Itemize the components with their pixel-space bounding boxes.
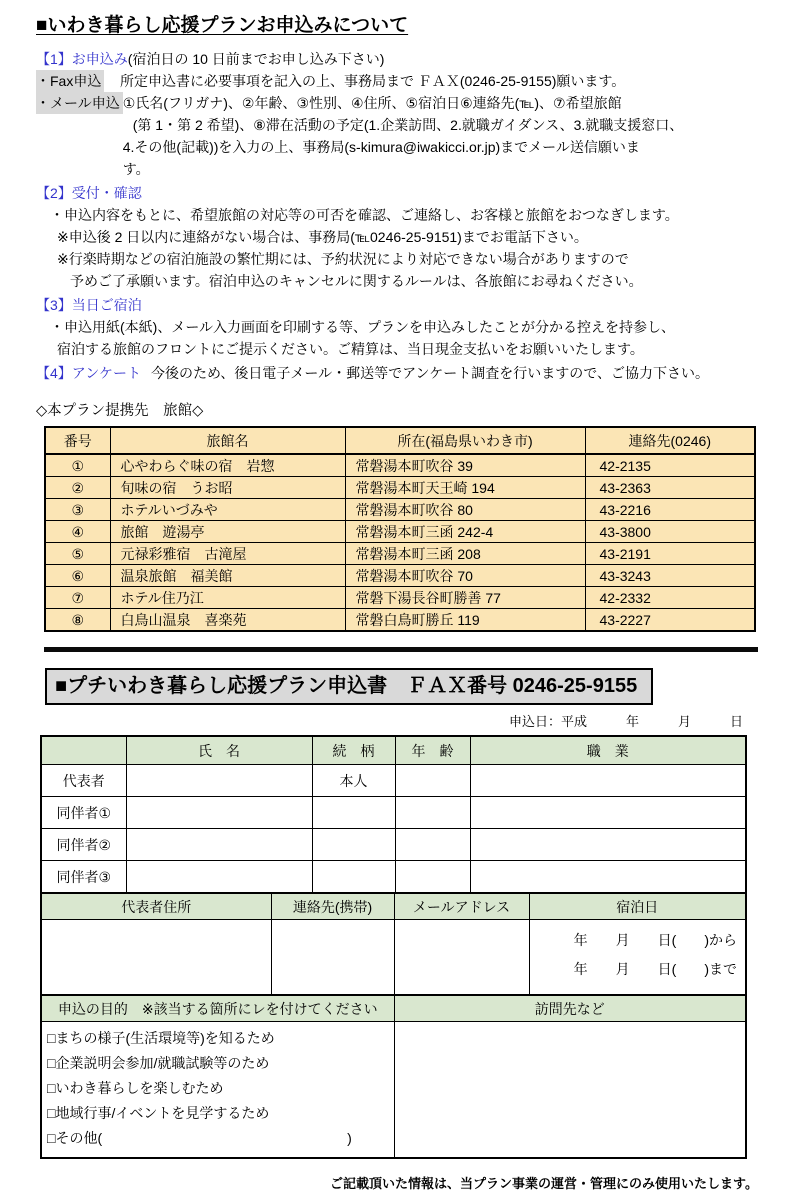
ryokan-table — [44, 426, 756, 632]
row-phone: 43-2227 — [585, 609, 755, 632]
col-phone: 連絡先(0246) — [585, 427, 755, 454]
mail-line: す。 — [122, 161, 150, 177]
age-field — [395, 829, 470, 861]
row-no: ③ — [45, 499, 110, 521]
section-3-line: ・申込用紙(本紙)、メール入力画面を印刷する等、プランを申込みしたことが分かる控えを持参し、 — [50, 319, 676, 335]
form-title: ■プチいわき暮らし応援プラン申込書 ＦＡＸ番号 0246-25-9155 — [45, 668, 653, 705]
section-2-line: ※行楽時期などの宿泊施設の繁忙期には、予約状況により対応できない場合がありますので — [57, 251, 629, 267]
table-row — [45, 543, 755, 565]
row-phone: 42-2332 — [585, 587, 755, 609]
row-no: ⑧ — [45, 609, 110, 632]
contact-header-row — [41, 893, 746, 920]
people-table — [40, 735, 747, 894]
row-name: 心やわらぐ味の宿 岩惣 — [110, 454, 345, 477]
row-phone: 42-2135 — [585, 454, 755, 477]
section-1-label: 【1】お申込み — [36, 51, 128, 67]
people-header-row — [41, 736, 746, 765]
section-2-line: ※申込後 2 日以内に連絡がない場合は、事務局(℡0246-25-9151)までお電話下さい。 — [57, 229, 588, 245]
fax-apply-row — [36, 70, 796, 92]
ryokan-table-title: ◇本プラン提携先 旅館◇ — [36, 403, 204, 419]
purpose-table — [40, 994, 747, 1159]
section-application — [36, 48, 796, 70]
table-row — [45, 499, 755, 521]
col-address: 所在(福島県いわき市) — [345, 427, 585, 454]
application-form — [40, 735, 796, 1159]
row-address: 常磐湯本町吹谷 80 — [345, 499, 585, 521]
purpose-checklist — [41, 1022, 394, 1159]
fax-apply-text: 所定申込書に必要事項を記入の上、事務局まで ＦＡＸ(0246-25-9155)願います。 — [120, 73, 626, 89]
other-label: □その他( — [47, 1130, 103, 1146]
table-row — [45, 477, 755, 499]
col-number: 番号 — [45, 427, 110, 454]
section-4-label: 【4】アンケート — [36, 365, 141, 381]
mobile-field — [271, 920, 394, 996]
section-1-note: (宿泊日の 10 日前までお申し込み下さい) — [127, 51, 385, 67]
row-name: 旅館 遊湯亭 — [110, 521, 345, 543]
purpose-option: □地域行事/イベントを見学するため — [47, 1105, 270, 1121]
relation-field — [312, 797, 395, 829]
row-name: 旬味の宿 うお昭 — [110, 477, 345, 499]
table-row — [45, 565, 755, 587]
col-age: 年 齢 — [395, 736, 470, 765]
page-title: ■いわき暮らし応援プランお申込みについて — [36, 15, 409, 36]
col-fullname: 氏 名 — [126, 736, 312, 765]
table-row — [45, 521, 755, 543]
row-phone: 43-2191 — [585, 543, 755, 565]
fax-apply-label-wrap — [36, 70, 120, 92]
mail-apply-label-wrap — [36, 92, 123, 114]
email-field — [394, 920, 529, 996]
row-address: 常磐湯本町三函 208 — [345, 543, 585, 565]
contact-table — [40, 892, 747, 996]
row-address: 常磐湯本町三函 242-4 — [345, 521, 585, 543]
col-mobile: 連絡先(携帯) — [271, 893, 394, 920]
section-2-line: ・申込内容をもとに、希望旅館の対応等の可否を確認、ご連絡し、お客様と旅館をおつなぎします。 — [50, 207, 679, 223]
mail-apply-label: ・メール申込 — [36, 92, 123, 114]
row-label: 同伴者① — [41, 797, 126, 829]
row-name: 元禄彩雅宿 古滝屋 — [110, 543, 345, 565]
table-row — [41, 829, 746, 861]
relation-field — [312, 861, 395, 894]
stay-date-field — [529, 920, 746, 996]
row-label: 代表者 — [41, 765, 126, 797]
section-divider — [44, 647, 758, 652]
occupation-field — [470, 829, 746, 861]
section-2-line: 予めご了承願います。宿泊申込のキャンセルに関するルールは、各旅館にお尋ねください。 — [70, 273, 643, 289]
col-name: 旅館名 — [110, 427, 345, 454]
row-no: ② — [45, 477, 110, 499]
col-purpose: 申込の目的 ※該当する箇所にレを付けてください — [41, 995, 394, 1022]
table-row — [41, 765, 746, 797]
row-phone: 43-3800 — [585, 521, 755, 543]
mail-line: (第 1・第 2 希望)、⑧滞在活動の予定(1.企業訪問、2.就職ガイダンス、3.就職支援窓口、 — [132, 117, 684, 133]
mail-apply-row — [36, 92, 796, 180]
row-phone: 43-3243 — [585, 565, 755, 587]
row-no: ⑤ — [45, 543, 110, 565]
row-name: 白鳥山温泉 喜楽苑 — [110, 609, 345, 632]
table-row — [41, 861, 746, 894]
row-label: 同伴者② — [41, 829, 126, 861]
fax-apply-label: ・Fax申込 — [36, 70, 104, 92]
occupation-field — [470, 765, 746, 797]
mail-line: 4.その他(記載))を入力の上、事務局(s-kimura@iwakicci.or.jp)までメール送信願いま — [122, 139, 640, 155]
col-relation: 続 柄 — [312, 736, 395, 765]
table-row — [41, 920, 746, 996]
table-row — [45, 609, 755, 632]
col-visit: 訪問先など — [394, 995, 746, 1022]
row-address: 常磐湯本町吹谷 70 — [345, 565, 585, 587]
table-row — [41, 1022, 746, 1159]
visit-field — [394, 1022, 746, 1159]
section-2-label: 【2】受付・確認 — [36, 185, 142, 201]
row-name: ホテルいづみや — [110, 499, 345, 521]
purpose-option: □企業説明会参加/就職試験等のため — [47, 1055, 270, 1071]
mail-line: ①氏名(フリガナ)、②年齢、③性別、④住所、⑤宿泊日⑥連絡先(℡)、⑦希望旅館 — [122, 95, 622, 111]
name-field — [126, 765, 312, 797]
occupation-field — [470, 797, 746, 829]
age-field — [395, 861, 470, 894]
col-rep-address: 代表者住所 — [41, 893, 271, 920]
ryokan-header-row — [45, 427, 755, 454]
purpose-header-row — [41, 995, 746, 1022]
age-field — [395, 797, 470, 829]
purpose-option: □まちの様子(生活環境等)を知るため — [47, 1030, 275, 1046]
name-field — [126, 797, 312, 829]
col-stay-date: 宿泊日 — [529, 893, 746, 920]
relation-field: 本人 — [312, 765, 395, 797]
age-field — [395, 765, 470, 797]
purpose-option: □いわき暮らしを楽しむため — [47, 1080, 224, 1096]
row-address: 常磐白鳥町勝丘 119 — [345, 609, 585, 632]
row-name: 温泉旅館 福美館 — [110, 565, 345, 587]
stay-to-line: 年 月 日( )まで — [573, 961, 737, 977]
section-3-line: 宿泊する旅館のフロントにご提示ください。ご精算は、当日現金支払いをお願いいたします。 — [57, 341, 644, 357]
row-label: 同伴者③ — [41, 861, 126, 894]
row-phone: 43-2216 — [585, 499, 755, 521]
col-email: メールアドレス — [394, 893, 529, 920]
occupation-field — [470, 861, 746, 894]
col-blank — [41, 736, 126, 765]
row-no: ④ — [45, 521, 110, 543]
rep-address-field — [41, 920, 271, 996]
name-field — [126, 829, 312, 861]
row-phone: 43-2363 — [585, 477, 755, 499]
section-survey — [36, 362, 796, 384]
mail-apply-text — [123, 92, 684, 180]
col-occupation: 職 業 — [470, 736, 746, 765]
section-3-label: 【3】当日ご宿泊 — [36, 297, 142, 313]
relation-field — [312, 829, 395, 861]
table-row — [45, 454, 755, 477]
row-no: ⑦ — [45, 587, 110, 609]
name-field — [126, 861, 312, 894]
table-row — [45, 587, 755, 609]
row-no: ① — [45, 454, 110, 477]
other-close-paren: ) — [347, 1130, 352, 1146]
row-address: 常磐湯本町天王崎 194 — [345, 477, 585, 499]
section-4-text: 今後のため、後日電子メール・郵送等でアンケート調査を行いますので、ご協力下さい。 — [150, 365, 709, 381]
row-name: ホテル住乃江 — [110, 587, 345, 609]
row-address: 常磐下湯長谷町勝善 77 — [345, 587, 585, 609]
application-date-line: 申込日：平成 年 月 日 — [508, 714, 743, 729]
table-row — [41, 797, 746, 829]
row-no: ⑥ — [45, 565, 110, 587]
row-address: 常磐湯本町吹谷 39 — [345, 454, 585, 477]
privacy-note: ご記載頂いた情報は、当プラン事業の運営・管理にのみ使用いたします。 — [330, 1176, 758, 1191]
purpose-option-other — [47, 1126, 394, 1151]
stay-from-line: 年 月 日( )から — [573, 932, 737, 948]
